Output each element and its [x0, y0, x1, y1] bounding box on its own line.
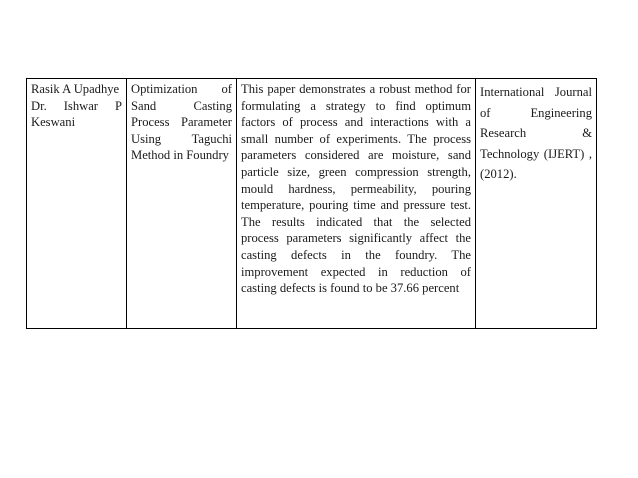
table-row [27, 79, 597, 329]
paper-title-cell: Optimization of Sand Casting Process Parameter Using Taguchi Method in Foundry [127, 79, 237, 329]
author-line-2: Dr. Ishwar P [31, 98, 122, 113]
author-line-3: Keswani [31, 115, 76, 130]
journal-cell: International Journal of Engineering Research & Technology (IJERT) , (2012). [476, 79, 597, 329]
author-line-1: Rasik A Upadhye [31, 82, 120, 96]
literature-table [26, 78, 597, 329]
authors-cell [27, 79, 127, 329]
summary-cell: This paper demonstrates a robust method for formulating a strategy to find optimum factors of process and interactions with a small number of experiments. The process parameters considered are moisture, sand particle size, green compression strength, mould hardness, permeability, pouring temperature, pouring time and pressure test. The results indicated that the selected process parameters significantly affect the casting defects in the foundry. The improvement expected in reduction of casting defects is found to be 37.66 percent [237, 79, 476, 329]
